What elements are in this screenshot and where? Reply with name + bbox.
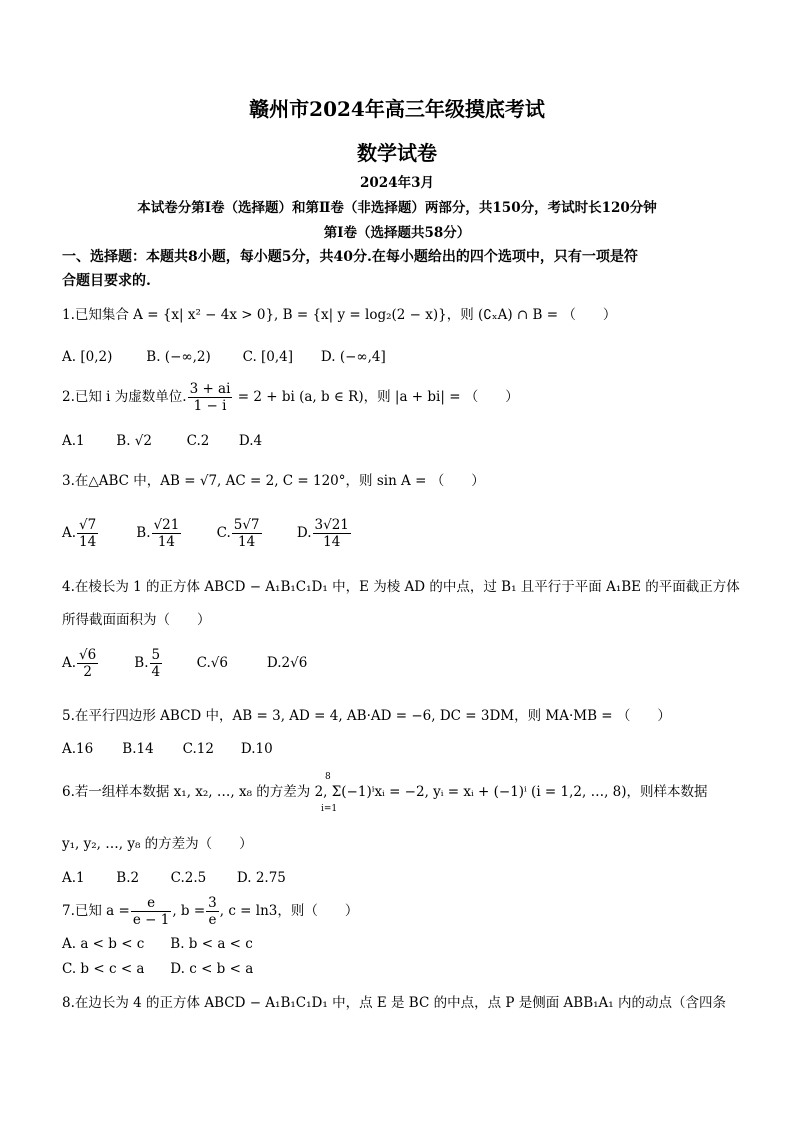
q4-option-b bbox=[134, 644, 192, 682]
q6-option-b: B.2 bbox=[116, 870, 140, 886]
exam-note: 本试卷分第Ⅰ卷（选择题）和第Ⅱ卷（非选择题）两部分，共150分，考试时长120分钟 bbox=[137, 200, 657, 216]
q3-option-b bbox=[136, 514, 212, 552]
question-8: 8.在边长为 4 的正方体 ABCD − A₁B₁C₁D₁ 中，点 E 是 BC 的中点，点 P 是侧面 ABB₁A₁ 内的动点（含四条 bbox=[62, 995, 727, 1011]
q3-option-d-fraction bbox=[313, 517, 351, 550]
q7-a-fraction bbox=[131, 895, 171, 928]
q7-option-d: D. c < b < a bbox=[170, 961, 254, 977]
question-2-options bbox=[62, 432, 262, 450]
q6-option-c: C.2.5 bbox=[170, 870, 207, 886]
q6-line1-text: 6.若一组样本数据 x₁, x₂, …, x₈ 的方差为 2, Σ(−1)ⁱxᵢ = −2, yᵢ = xᵢ + (−1)ⁱ (i = 1,2, …, 8)，则样本数据 bbox=[62, 784, 708, 800]
q7-b-fraction bbox=[206, 895, 219, 928]
q3-option-b-num: √21 bbox=[153, 517, 180, 533]
q4-option-d-label: D. bbox=[266, 655, 282, 671]
q3-option-c-fraction bbox=[232, 517, 262, 550]
q1-option-c: C. [0,4] bbox=[242, 349, 294, 365]
q3-option-a-den: 14 bbox=[79, 534, 97, 550]
q3-option-a-num: √7 bbox=[79, 517, 97, 533]
q1-option-b: B. (−∞,2) bbox=[146, 349, 211, 365]
q7-prefix: 7.已知 a = bbox=[62, 903, 130, 919]
q2-option-c: C.2 bbox=[186, 433, 210, 449]
q3-option-a-fraction bbox=[77, 517, 98, 550]
q4-option-b-label: B. bbox=[134, 655, 149, 671]
q2-fraction bbox=[188, 381, 233, 414]
question-6-line2: y₁, y₂, …, y₈ 的方差为（ ） bbox=[62, 836, 253, 852]
question-6-line1 bbox=[62, 772, 708, 812]
q2-denominator: 1 − i bbox=[193, 398, 227, 414]
q4-option-a-den: 2 bbox=[83, 664, 92, 680]
q7-b-den: e bbox=[208, 912, 217, 928]
question-3-options bbox=[62, 514, 352, 552]
question-3: 3.在△ABC 中，AB = √7, AC = 2, C = 120°，则 sin A = （ ） bbox=[62, 473, 485, 489]
volume-heading: 第Ⅰ卷（选择题共58分） bbox=[323, 225, 471, 241]
q7-mid: , b = bbox=[172, 903, 206, 919]
q4-option-c-value: √6 bbox=[210, 655, 228, 671]
exam-subtitle: 数学试卷 bbox=[357, 141, 437, 165]
q4-option-a-label: A. bbox=[62, 655, 77, 671]
q4-option-c-label: C. bbox=[196, 655, 211, 671]
question-5-options bbox=[62, 740, 273, 758]
q2-option-b: B. √2 bbox=[116, 433, 152, 449]
q2-option-a: A.1 bbox=[62, 433, 85, 449]
q3-option-b-den: 14 bbox=[157, 534, 175, 550]
q5-option-c: C.12 bbox=[182, 741, 214, 757]
q7-option-a: A. a < b < c bbox=[62, 936, 145, 952]
question-4-line2: 所得截面面积为（ ） bbox=[62, 612, 211, 628]
question-1-options bbox=[62, 348, 386, 366]
q7-a-num: e bbox=[131, 895, 171, 912]
q3-option-a bbox=[62, 514, 132, 552]
q4-option-d bbox=[267, 644, 307, 682]
q3-option-b-fraction bbox=[152, 517, 182, 550]
q4-option-d-value: 2√6 bbox=[281, 655, 308, 671]
q7-option-b: B. b < a < c bbox=[170, 936, 253, 952]
q6-sigma-lower: i=1 bbox=[321, 804, 338, 814]
question-7-options-row2 bbox=[62, 960, 253, 978]
q5-option-a: A.16 bbox=[62, 741, 94, 757]
q6-option-d: D. 2.75 bbox=[236, 870, 286, 886]
q7-b-num: 3 bbox=[208, 895, 217, 911]
question-4-options bbox=[62, 644, 307, 682]
q4-option-c bbox=[197, 644, 263, 682]
q2-prefix: 2.已知 i 为虚数单位. bbox=[62, 389, 187, 405]
question-7 bbox=[62, 893, 358, 929]
section-heading-line2: 合题目要求的. bbox=[62, 273, 151, 289]
q5-option-d: D.10 bbox=[240, 741, 273, 757]
q3-option-c bbox=[217, 514, 293, 552]
q2-suffix: = 2 + bi (a, b ∈ R)，则 |a + bi| = （ ） bbox=[233, 389, 519, 405]
question-4-line1: 4.在棱长为 1 的正方体 ABCD − A₁B₁C₁D₁ 中，E 为棱 AD 的中点，过 B₁ 且平行于平面 A₁BE 的平面截正方体 bbox=[62, 579, 740, 595]
q6-option-a: A.1 bbox=[62, 870, 85, 886]
q4-option-b-fraction bbox=[150, 647, 163, 680]
question-7-options-row1 bbox=[62, 935, 253, 953]
question-5: 5.在平行四边形 ABCD 中，AB = 3, AD = 4, AB·AD = −6, DC = 3DM，则 MA·MB = （ ） bbox=[62, 708, 671, 724]
q4-option-a bbox=[62, 644, 130, 682]
q3-option-d-num: 3√21 bbox=[314, 517, 349, 533]
q1-option-a: A. [0,2) bbox=[62, 349, 113, 365]
q3-option-b-label: B. bbox=[136, 525, 151, 541]
section-heading-line1: 一、选择题：本题共8小题，每小题5分，共40分.在每小题给出的四个选项中，只有一项是符 bbox=[62, 249, 638, 265]
q4-option-b-num: 5 bbox=[151, 647, 161, 663]
q7-suffix: , c = ln3，则（ ） bbox=[219, 903, 359, 919]
question-1: 1.已知集合 A = {x| x² − 4x > 0}, B = {x| y = log₂(2 − x)}，则 (∁ₓA) ∩ B = （ ） bbox=[62, 307, 617, 323]
q3-option-c-label: C. bbox=[216, 525, 231, 541]
q3-option-d-den: 14 bbox=[323, 534, 341, 550]
q7-a-den: e − 1 bbox=[132, 912, 170, 928]
q7-option-c: C. b < c < a bbox=[62, 961, 145, 977]
q5-option-b: B.14 bbox=[122, 741, 154, 757]
q3-option-c-den: 14 bbox=[238, 534, 256, 550]
q4-option-a-num: √6 bbox=[79, 647, 97, 663]
q3-option-d bbox=[297, 514, 352, 552]
exam-title: 赣州市2024年高三年级摸底考试 bbox=[249, 97, 545, 121]
exam-date: 2024年3月 bbox=[360, 175, 434, 191]
q3-option-d-label: D. bbox=[296, 525, 312, 541]
q2-numerator: 3 + ai bbox=[189, 381, 231, 397]
q3-option-c-num: 5√7 bbox=[233, 517, 260, 533]
q2-option-d: D.4 bbox=[238, 433, 263, 449]
q4-option-b-den: 4 bbox=[151, 664, 161, 680]
question-6-options bbox=[62, 869, 286, 887]
q3-option-a-label: A. bbox=[62, 525, 77, 541]
q6-sigma-upper: 8 bbox=[325, 772, 331, 782]
question-2 bbox=[62, 380, 519, 414]
q1-option-d: D. (−∞,4] bbox=[320, 349, 386, 365]
q4-option-a-fraction bbox=[77, 647, 98, 680]
